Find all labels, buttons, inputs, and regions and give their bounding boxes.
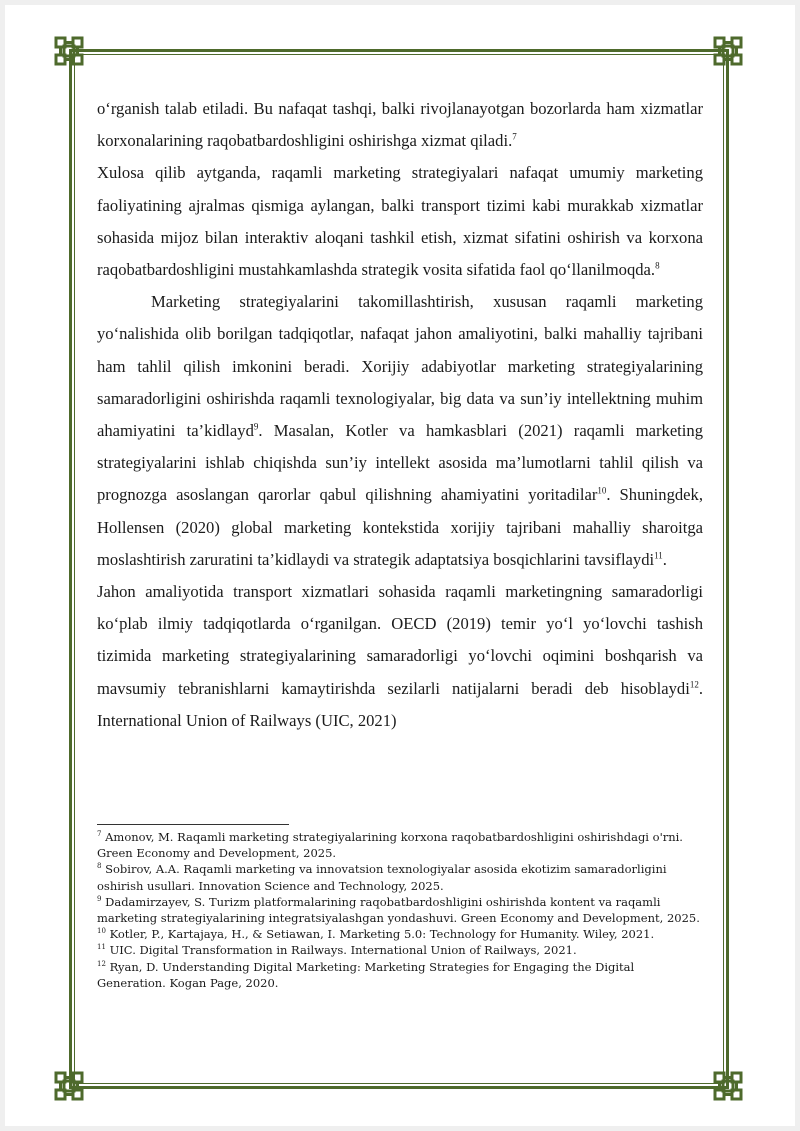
text-run: . Masalan, Kotler va hamkasblari (2021) raqamli marketing strategiyalarini ishlab chiqishda sun’iy intellekt asosida ma’lumotlarni tahlil qilish va prognozga asoslangan qarorlar qabul qilishning ahamiyatini yoritadilar: [97, 421, 703, 505]
footnote-text: Sobirov, A.A. Raqamli marketing va innovatsion texnologiyalar asosida ekotizim samaradorligini oshirish usullari. Innovation Science and Technology, 2025.: [97, 862, 667, 893]
footnotes: [97, 829, 703, 991]
footnote-text: Ryan, D. Understanding Digital Marketing: Marketing Strategies for Engaging the Digital Generation. Kogan Page, 2020.: [97, 959, 635, 990]
text-run: o‘rganish talab etiladi. Bu nafaqat tashqi, balki rivojlanayotgan bozorlarda ham xizmatlar korxonalarining raqobatbardoshligini oshirishga xizmat qiladi.: [97, 99, 703, 151]
paragraph: [97, 576, 703, 737]
text-run: Marketing strategiyalarini takomillashtirish, xususan raqamli marketing yo‘nalishida olib borilgan tadqiqotlar, nafaqat jahon amaliyotini, balki mahalliy tajribani ham tahlil qilish imkonini beradi. Xorijiy adabiyotlar marketing strategiyalarining samaradorligini oshirishda raqamli texnologiyalar, big data va sun’iy intellektning muhim ahamiyatini ta’kidlayd: [97, 292, 703, 441]
footnote-text: Amonov, M. Raqamli marketing strategiyalarining korxona raqobatbardoshligini oshirishdagi o'rni. Green Economy and Development, 2025.: [97, 830, 683, 861]
footnote-number: 11: [97, 943, 106, 952]
footnote-number: 8: [97, 862, 102, 871]
footnote-ref[interactable]: 12: [689, 679, 699, 690]
footnote-ref[interactable]: 8: [655, 260, 660, 271]
paragraph: [97, 286, 703, 576]
knot-ornament-icon: [52, 1069, 86, 1103]
footnote: [97, 861, 703, 893]
footnote-number: 9: [97, 894, 102, 903]
footnote-number: 7: [97, 830, 102, 839]
knot-ornament-icon: [711, 34, 745, 68]
knot-ornament-icon: [52, 34, 86, 68]
footnote: [97, 894, 703, 926]
footnote: [97, 959, 703, 991]
footnote-text: Dadamirzayev, S. Turizm platformalarining raqobatbardoshligini oshirishda kontent va raqamli marketing strategiyalarining integratsiyalashgan yondashuvi. Green Economy and Development, 2025.: [97, 894, 700, 926]
footnote-separator: [97, 824, 289, 825]
footnote-ref[interactable]: 7: [512, 131, 517, 142]
footnote: [97, 829, 703, 861]
text-run: .: [662, 549, 667, 569]
footnote-ref[interactable]: 11: [654, 550, 663, 561]
paragraph: [97, 157, 703, 286]
footnote: [97, 942, 703, 958]
footnote-text: UIC. Digital Transformation in Railways. International Union of Railways, 2021.: [105, 943, 577, 958]
footnote: [97, 926, 703, 942]
text-run: Jahon amaliyotida transport xizmatlari sohasida raqamli marketingning samaradorligi ko‘plab ilmiy tadqiqotlarda o‘rganilgan. OECD (2019) temir yo‘l yo‘lovchi tashish tizimida marketing strategiyalarining samaradorligi yo‘lovchi oqimini boshqarish va mavsumiy tebranishlarni kamaytirishda sezilarli natijalarni beradi deb hisoblaydi: [97, 582, 703, 698]
footnote-number: 12: [97, 959, 106, 968]
text-run: . International Union of Railways (UIC, 2021): [97, 678, 703, 730]
footnote-ref[interactable]: 9: [253, 421, 259, 432]
footnote-number: 10: [97, 927, 106, 936]
text-run: Xulosa qilib aytganda, raqamli marketing strategiyalari nafaqat umumiy marketing faoliyatining ajralmas qismiga aylangan, balki transport tizimi kabi murakkab xizmatlar sohasida mijoz bilan interaktiv aloqani tashkil etish, xizmat sifatini oshirish va korxona raqobatbardoshligini mustahkamlashda strategik vosita sifatida faol qo‘llanilmoqda.: [97, 163, 703, 280]
footnote-ref[interactable]: 10: [597, 485, 607, 496]
text-run: . Shuningdek, Hollensen (2020) global marketing kontekstida xorijiy tajribani mahalliy sharoitga moslashtirish zaruratini ta’kidlaydi va strategik adaptatsiya bosqichlarini tavsiflaydi: [97, 485, 703, 569]
footnote-text: Kotler, P., Kartajaya, H., & Setiawan, I. Marketing 5.0: Technology for Humanity. Wiley, 2021.: [105, 927, 655, 942]
knot-ornament-icon: [711, 1069, 745, 1103]
paragraph: [97, 93, 703, 157]
body-text: [97, 93, 703, 737]
